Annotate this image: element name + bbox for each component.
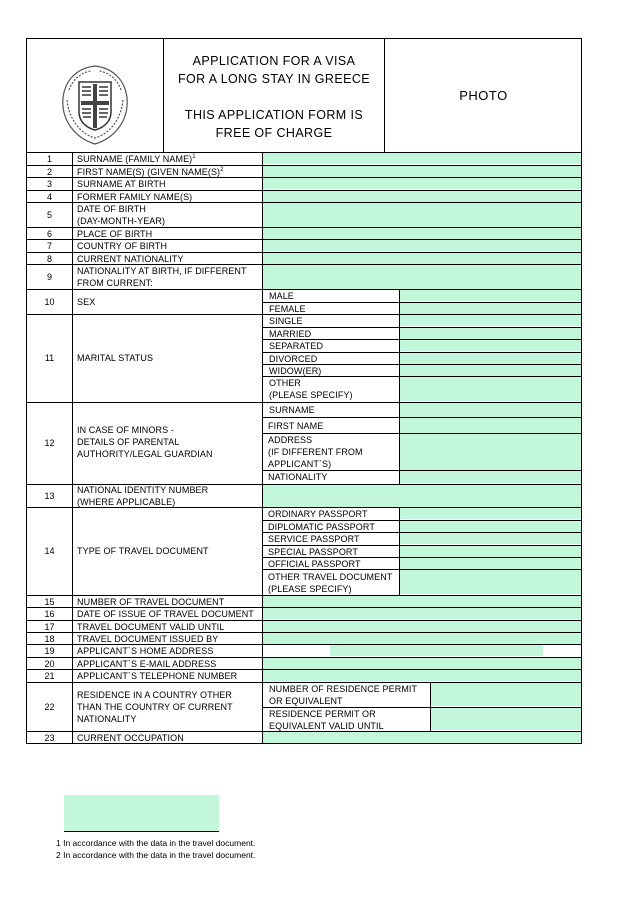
row-label: FROM CURRENT: (77, 278, 153, 288)
option-label: WIDOW(ER) (269, 366, 322, 376)
row-number: 23 (44, 733, 55, 743)
option-label: NUMBER OF RESIDENCE PERMIT (269, 684, 418, 694)
surname-at-birth-field[interactable] (263, 178, 581, 189)
row-number: 5 (46, 210, 52, 220)
service-passport-checkbox[interactable] (400, 533, 581, 544)
official-passport-checkbox[interactable] (400, 558, 581, 569)
row-label: THAN THE COUNTRY OF CURRENT (77, 702, 233, 712)
date-of-birth-field[interactable] (263, 203, 581, 227)
row-number: 7 (46, 241, 52, 251)
row-label: SURNAME AT BIRTH (77, 179, 166, 189)
guardian-surname-field[interactable] (400, 403, 581, 417)
option-label: MARRIED (269, 329, 312, 339)
country-of-birth-field[interactable] (263, 240, 581, 251)
option-label: ADDRESS (268, 435, 313, 445)
row-label: (DAY-MONTH-YEAR) (77, 216, 166, 226)
national-id-field[interactable] (263, 485, 581, 507)
row-label: COUNTRY OF BIRTH (77, 241, 168, 251)
row-label: SURNAME (FAMILY NAME)$^1$ (77, 154, 196, 164)
row-number: 17 (44, 622, 55, 632)
travel-doc-valid-until-field[interactable] (263, 621, 581, 632)
row-number: 8 (46, 254, 52, 264)
telephone-number-field[interactable] (263, 670, 581, 681)
marital-married-checkbox[interactable] (400, 328, 581, 339)
row-label: AUTHORITY/LEGAL GUARDIAN (77, 449, 213, 459)
former-family-name-field[interactable] (263, 191, 581, 202)
email-address-field[interactable] (263, 658, 581, 669)
marital-divorced-checkbox[interactable] (400, 353, 581, 364)
sub-row-line (262, 417, 582, 418)
row-number: 3 (46, 179, 52, 189)
option-label: RESIDENCE PERMIT OR (269, 709, 376, 719)
row-number: 16 (44, 609, 55, 619)
travel-doc-issued-by-field[interactable] (263, 633, 581, 644)
current-occupation-field[interactable] (263, 732, 581, 743)
row-label: DATE OF BIRTH (77, 204, 146, 214)
row-number: 15 (44, 597, 55, 607)
option-label: NATIONALITY (268, 472, 328, 482)
row-number: 6 (46, 229, 52, 239)
row-number: 2 (46, 167, 52, 177)
row-number: 19 (44, 646, 55, 656)
option-label: APPLICANT`S) (268, 459, 332, 469)
option-label: SURNAME (269, 405, 315, 415)
row-label: APPLICANT`S E-MAIL ADDRESS (77, 659, 217, 669)
row-label: FORMER FAMILY NAME(S) (77, 192, 193, 202)
row-label: DATE OF ISSUE OF TRAVEL DOCUMENT (77, 609, 254, 619)
option-label: SINGLE (269, 316, 303, 326)
form-title-line-2: FOR A LONG STAY IN GREECE (178, 72, 370, 86)
row-label: TRAVEL DOCUMENT VALID UNTIL (77, 622, 225, 632)
option-label: OTHER (269, 378, 301, 388)
row-label: (WHERE APPLICABLE) (77, 497, 176, 507)
footnote-separator (64, 831, 219, 832)
free-notice-line-1: THIS APPLICATION FORM IS (184, 108, 364, 122)
option-label: OR EQUIVALENT (269, 696, 343, 706)
col-divider (72, 152, 73, 744)
guardian-address-field[interactable] (400, 434, 581, 470)
current-nationality-field[interactable] (263, 253, 581, 264)
row-number: 18 (44, 634, 55, 644)
row-label: RESIDENCE IN A COUNTRY OTHER (77, 690, 232, 700)
place-of-birth-field[interactable] (263, 228, 581, 239)
row-label: CURRENT OCCUPATION (77, 733, 184, 743)
row-label: IN CASE OF MINORS - (77, 425, 174, 435)
marital-single-checkbox[interactable] (400, 315, 581, 326)
footnote-1: 1 In accordance with the data in the travel document. (56, 838, 256, 848)
nationality-at-birth-field[interactable] (263, 265, 581, 289)
special-passport-checkbox[interactable] (400, 546, 581, 557)
row-number: 11 (44, 353, 55, 363)
guardian-first-name-field[interactable] (400, 418, 581, 433)
row-label: CURRENT NATIONALITY (77, 254, 184, 264)
diplomatic-passport-checkbox[interactable] (400, 521, 581, 532)
option-label: FIRST NAME (268, 421, 324, 431)
signature-field[interactable] (64, 795, 219, 831)
row-number: 21 (44, 671, 55, 681)
home-address-field[interactable] (330, 645, 543, 656)
row-label: TYPE OF TRAVEL DOCUMENT (77, 546, 209, 556)
option-label: OTHER TRAVEL DOCUMENT (268, 572, 393, 582)
marital-other-field[interactable] (400, 377, 581, 401)
residence-permit-valid-until-field[interactable] (431, 708, 581, 730)
row-label: PLACE OF BIRTH (77, 229, 153, 239)
row-line (26, 402, 582, 403)
option-label: MALE (269, 291, 294, 301)
row-label: TRAVEL DOCUMENT ISSUED BY (77, 634, 219, 644)
row-label: APPLICANT`S HOME ADDRESS (77, 646, 214, 656)
row-number: 22 (44, 702, 55, 712)
row-label: FIRST NAME(S) (GIVEN $NAME(S)^2$ (77, 167, 224, 177)
sex-female-checkbox[interactable] (400, 303, 581, 314)
option-label: OFFICIAL PASSPORT (268, 559, 361, 569)
row-label: NATIONALITY AT BIRTH, IF DIFFERENT (77, 266, 247, 276)
row-label: NATIONALITY (77, 714, 137, 724)
option-label: (IF DIFFERENT FROM (268, 447, 363, 457)
guardian-nationality-field[interactable] (400, 471, 581, 483)
row-number: 13 (44, 491, 55, 501)
row-number: 12 (44, 438, 55, 448)
row-number: 9 (46, 272, 52, 282)
option-label: EQUIVALENT VALID UNTIL (269, 721, 384, 731)
ordinary-passport-checkbox[interactable] (400, 508, 581, 519)
sub-row-line (262, 302, 582, 303)
travel-doc-number-field[interactable] (263, 596, 581, 607)
row-label: MARITAL STATUS (77, 353, 154, 363)
marital-separated-checkbox[interactable] (400, 340, 581, 351)
option-label: DIPLOMATIC PASSPORT (268, 522, 375, 532)
option-label: (PLEASE SPECIFY) (268, 584, 352, 594)
row-line (26, 289, 582, 290)
row-label: NUMBER OF TRAVEL DOCUMENT (77, 597, 225, 607)
row-number: 20 (44, 659, 55, 669)
travel-doc-issue-date-field[interactable] (263, 608, 581, 619)
greek-coat-of-arms-icon (55, 60, 135, 148)
free-notice-line-2: FREE OF CHARGE (215, 126, 333, 140)
row-number: 14 (44, 546, 55, 556)
row-number: 10 (44, 297, 55, 307)
surname-field[interactable] (263, 153, 581, 164)
option-label: SERVICE PASSPORT (268, 534, 360, 544)
option-label: SEPARATED (269, 341, 324, 351)
option-label: (PLEASE SPECIFY) (269, 390, 353, 400)
row-number: 4 (46, 192, 52, 202)
residence-permit-number-field[interactable] (431, 683, 581, 706)
marital-widow-checkbox[interactable] (400, 365, 581, 376)
row-label: SEX (77, 297, 96, 307)
option-label: DIVORCED (269, 354, 318, 364)
row-label: DETAILS OF PARENTAL (77, 437, 180, 447)
option-label: FEMALE (269, 304, 306, 314)
other-travel-document-field[interactable] (400, 570, 581, 594)
first-name-field[interactable] (263, 166, 581, 177)
row-number: 1 (46, 154, 52, 164)
sex-male-checkbox[interactable] (400, 290, 581, 301)
option-label: ORDINARY PASSPORT (268, 509, 368, 519)
footnote-2: 2 In accordance with the data in the travel document. (56, 850, 256, 860)
option-label: SPECIAL PASSPORT (268, 547, 358, 557)
row-label: APPLICANT`S TELEPHONE NUMBER (77, 671, 238, 681)
row-label: NATIONAL IDENTITY NUMBER (77, 485, 209, 495)
photo-placeholder: PHOTO (459, 88, 508, 103)
form-title-line-1: APPLICATION FOR A VISA (192, 54, 356, 68)
